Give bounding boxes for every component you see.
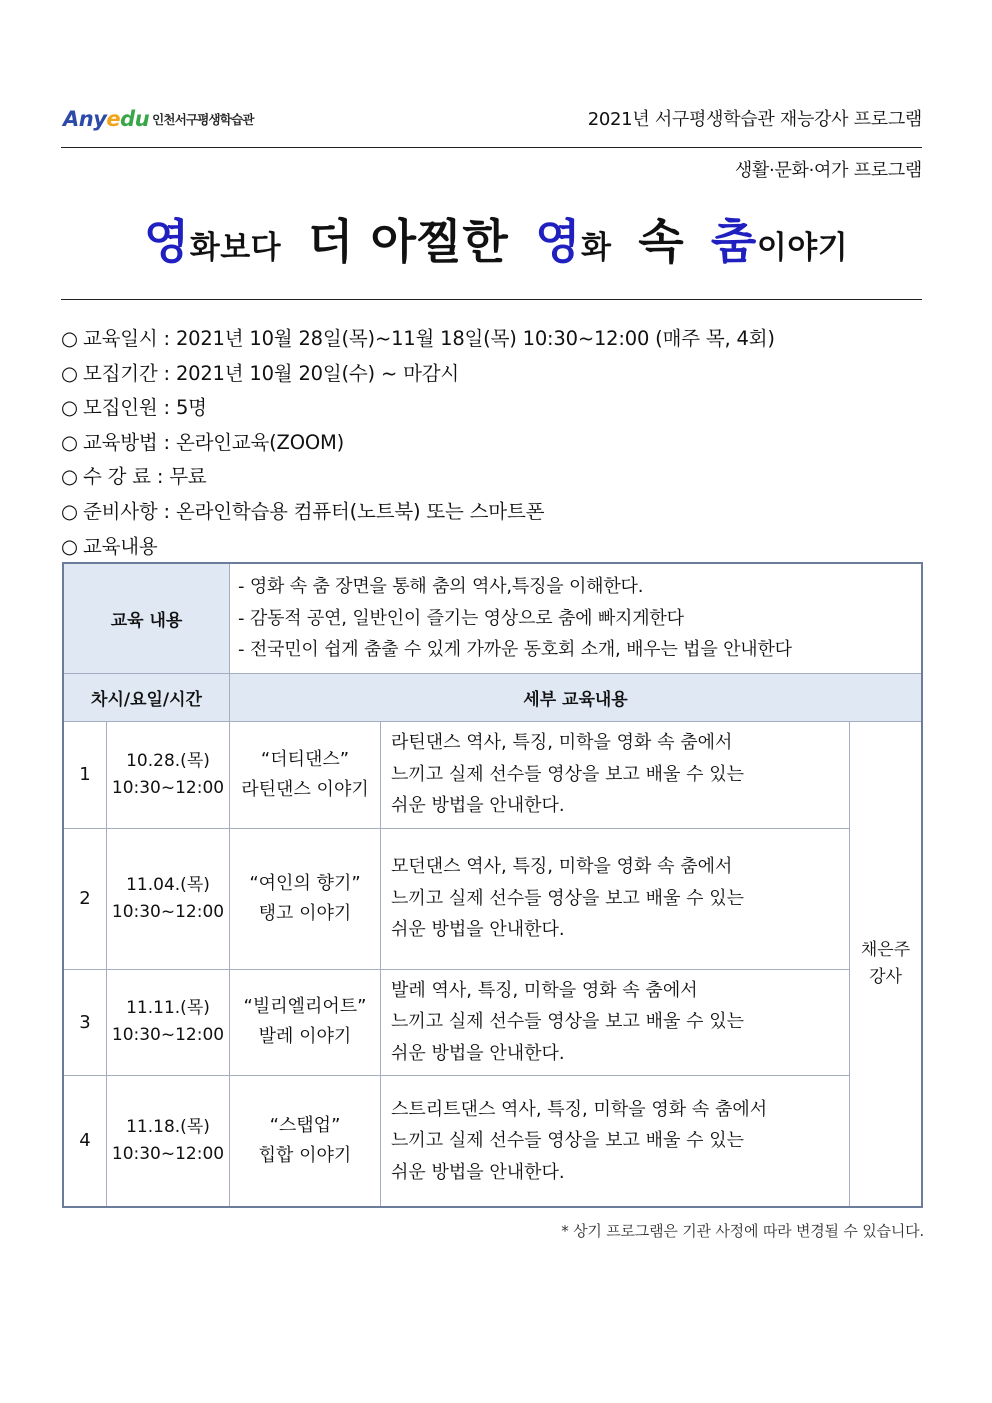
session-detail: 라틴댄스 역사, 특징, 미학을 영화 속 춤에서 느끼고 실제 선수들 영상을 보고 배울 수 있는 쉬운 방법을 안내한다. [381,721,850,828]
info-item [61,322,775,357]
logo-org-name: 인천서구평생학습관 [152,112,254,127]
table-row [63,721,922,828]
overview-content [230,563,923,673]
info-separator: : [157,327,176,350]
table-row [63,969,922,1075]
overview-row [63,563,922,673]
info-separator: : [157,361,176,385]
circle-bullet-icon: ○ [61,465,78,489]
overview-line: - 영화 속 춤 장면을 통해 춤의 역사,특징을 이해한다. [238,576,644,597]
column-header-row [63,673,922,721]
session-datetime: 10.28.(목) 10:30~12:00 [107,721,230,828]
info-value: 온라인교육(ZOOM) [175,430,345,454]
logo-mark: Anyedu [63,107,150,131]
info-value: 5명 [175,396,207,420]
program-category: 생활·문화·여가 프로그램 [734,160,922,181]
info-label: 모집기간 [83,361,158,385]
schedule-table [62,562,923,1208]
session-title: “빌리엘리어트” 발레 이야기 [230,969,381,1075]
info-item [61,495,775,530]
circle-bullet-icon: ○ [61,430,78,454]
info-separator: : [157,396,176,420]
session-datetime: 11.04.(목) 10:30~12:00 [107,828,230,969]
info-label: 교육방법 [83,430,158,454]
session-number: 3 [63,969,107,1075]
info-label: 교육일시 [83,327,158,350]
info-list [61,322,775,564]
logo [63,104,254,134]
session-detail: 스트리트댄스 역사, 특징, 미학을 영화 속 춤에서 느끼고 실제 선수들 영상을 보고 배울 수 있는 쉬운 방법을 안내한다. [381,1075,850,1207]
title-divider [61,299,922,300]
info-separator: : [157,430,176,454]
session-detail: 모던댄스 역사, 특징, 미학을 영화 속 춤에서 느끼고 실제 선수들 영상을 보고 배울 수 있는 쉬운 방법을 안내한다. [381,828,850,969]
info-item [61,460,775,495]
info-item [61,426,775,461]
info-value: 온라인학습용 컴퓨터(노트북) 또는 스마트폰 [175,499,545,523]
column-header-session: 차시/요일/시간 [63,673,230,721]
info-label: 준비사항 [83,499,158,523]
session-datetime: 11.18.(목) 10:30~12:00 [107,1075,230,1207]
circle-bullet-icon: ○ [61,396,78,420]
session-title: “여인의 향기” 탱고 이야기 [230,828,381,969]
session-number: 4 [63,1075,107,1207]
circle-bullet-icon: ○ [61,361,78,385]
info-separator: : [157,499,176,523]
circle-bullet-icon: ○ [61,327,78,350]
info-item [61,530,775,565]
info-value: 2021년 10월 20일(수) ~ 마감시 [175,361,459,385]
session-number: 1 [63,721,107,828]
info-value: 무료 [169,465,207,489]
info-label: 수 강 료 [83,465,151,489]
page-title: 영화보다 더 아찔한 영화 속 춤이야기 [143,215,849,270]
info-separator: : [150,465,170,489]
footnote: * 상기 프로그램은 기관 사정에 따라 변경될 수 있습니다. [561,1222,924,1240]
session-title: “더티댄스” 라틴댄스 이야기 [230,721,381,828]
session-datetime: 11.11.(목) 10:30~12:00 [107,969,230,1075]
overview-line: - 전국민이 쉽게 춤출 수 있게 가까운 동호회 소개, 배우는 법을 안내한다 [238,639,792,660]
circle-bullet-icon: ○ [61,534,78,558]
circle-bullet-icon: ○ [61,499,78,523]
overview-label: 교육 내용 [63,563,230,673]
column-header-detail: 세부 교육내용 [230,673,923,721]
session-number: 2 [63,828,107,969]
info-label: 모집인원 [83,396,158,420]
info-value: 2021년 10월 28일(목)~11월 18일(목) 10:30~12:00 (매주 목, 4회) [175,327,775,350]
info-item [61,357,775,392]
session-title: “스탭업” 힙합 이야기 [230,1075,381,1207]
info-item [61,391,775,426]
instructor: 채은주 강사 [850,721,923,1207]
program-title: 2021년 서구평생학습관 재능강사 프로그램 [587,109,922,130]
table-row [63,828,922,969]
table-row [63,1075,922,1207]
info-label: 교육내용 [83,534,158,558]
header-divider [61,147,922,148]
session-detail: 발레 역사, 특징, 미학을 영화 속 춤에서 느끼고 실제 선수들 영상을 보고 배울 수 있는 쉬운 방법을 안내한다. [381,969,850,1075]
overview-line: - 감동적 공연, 일반인이 즐기는 영상으로 춤에 빠지게한다 [238,607,684,629]
